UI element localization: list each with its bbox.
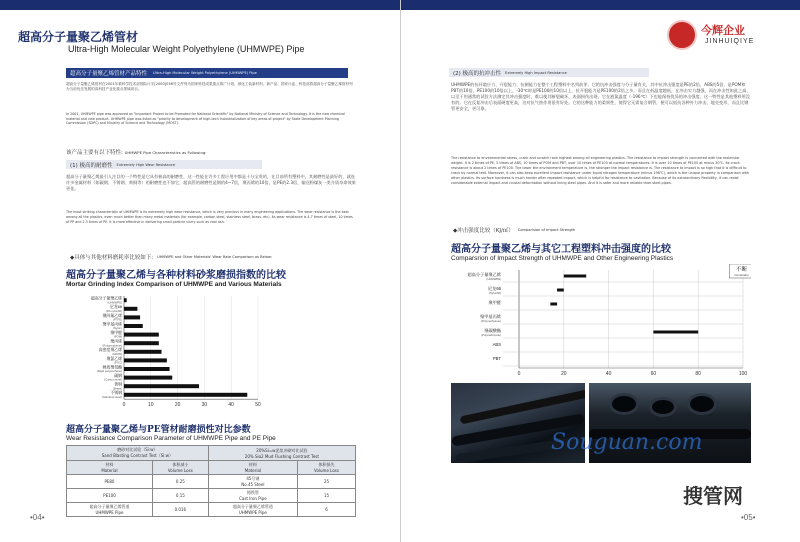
x-tick-label: 20 xyxy=(174,402,181,409)
annotation-label-en: Constrains xyxy=(734,273,749,277)
x-tick-label: 10 xyxy=(148,402,154,409)
table-row: PE80 0.25 45号钢 No.45 Steel 25 xyxy=(67,475,356,489)
category-label-en: (PTFE) xyxy=(112,317,122,322)
chart2-title-en: Wear Resistance Comparison Parameter of UHMWPE Pipe and PE Pipe xyxy=(66,435,276,442)
x-tick-label: 50 xyxy=(255,402,261,409)
x-tick-label: 20 xyxy=(561,371,567,376)
category-label-en: (POM) xyxy=(113,334,122,339)
company-logo-icon xyxy=(667,20,697,50)
chart1-title-cn: 超高分子量聚乙烯与各种材料砂浆磨损指数的比较 xyxy=(66,270,286,281)
bar xyxy=(124,324,143,328)
watermark-text: Souguan.com xyxy=(551,430,703,455)
impact-text-cn: UHMWPE的抗环境应力、开裂能力、抗制能力在整个工程塑料中名列前茅，它的抗冲击强度与分子量有关，其中抗冲击强度是PE的2倍，ABS的5倍，是POM和PBT的10倍，PE100的10倍以上，-30℃时是PE100的10倍以上，抗开裂能力是PE100的2倍之多。而且在低温度越低，在冲击实力越强，而在冲击性如此之高，以至于用通常的试验方法测定其冲击强度时，难以使其断裂破坏，表面损伤出现，它在液氮温度（-196℃）下也能保持优异的冲击强度，这一特性是其他塑料所没有的。它在反复冲击后表面硬度更高，这对抗气蚀作用很有好处。它的这种能力的柔韧性，使得它无需复合钢管，便可以抵抗各种外力冲击，地壳变形，而且比钢管更安全，更可靠。 xyxy=(451,82,751,111)
impact-chart-title-cn: 超高分子量聚乙烯与其它工程塑料冲击强度的比较 xyxy=(451,244,671,255)
impact-compare-heading: ◆冲击强度比较（KJ/㎡） Comparision of Impact Strength xyxy=(449,225,609,234)
bar xyxy=(124,350,162,354)
category-label-en: (PA-nylon66) xyxy=(105,308,122,313)
wear-text-cn: 超高分子量聚乙烯最引人注目的一个特性是它具有极高的耐磨性，这一性能在许多工程应用中都是十分宝贵的，在目前所有塑料中，其耐磨性是最好的，就连许多金属材料（如碳钢、不锈钢、黄铜等）的耐磨性也不如它，超高管的耐磨性是钢的4~7倍，聚丙烯的10倍，是PE的2.3倍，输送粉煤灰一类介质寿命效果更佳。 xyxy=(66,174,356,192)
x-tick-label: 40 xyxy=(228,402,234,409)
x-tick-label: 40 xyxy=(605,371,612,376)
chart2-title-cn: 超高分子量聚乙烯与PE管材耐磨损性对比参数 xyxy=(66,425,251,435)
page-number: •04• xyxy=(30,513,45,522)
section-title-cn: 超高分子量聚乙烯管材产品特性 xyxy=(70,71,148,77)
x-tick-label: 30 xyxy=(201,402,208,409)
range-bar xyxy=(550,303,557,306)
chart1-title-en: Mortar Grinding Index Comparison of UHMWPE and Various Materials xyxy=(66,281,282,288)
x-tick-label: 60 xyxy=(650,371,657,376)
category-label: 高密度聚乙烯 xyxy=(98,347,122,353)
range-bar xyxy=(564,275,586,278)
bar xyxy=(124,358,167,362)
wear-heading: (1) 极高的耐磨性 Extremely High Wear Resistance xyxy=(66,160,262,169)
category-label: 超高分子量聚乙烯 xyxy=(90,295,122,301)
category-label-en: (UHMWPE) xyxy=(107,300,122,305)
table-row: 超高分子量聚乙烯管道 UHMWPE Pipe 0.016 超高分子量聚乙烯管道 UHMWPE Pipe 6 xyxy=(67,503,356,517)
section-title-en: Ultra-High Molecular Weight Polyethylene (UHMWPE) Pipe xyxy=(153,71,257,75)
category-label: 超高分子量聚乙烯 xyxy=(467,272,501,277)
category-label: 聚氯乙烯 xyxy=(106,355,122,361)
category-label: 聚碳酸酯 xyxy=(484,328,501,333)
features-intro: 该产品主要有以下特性: UHMWPE Pipe Characteristics as Following: xyxy=(66,150,207,156)
range-bar xyxy=(653,331,698,334)
category-label: 聚甲醛 xyxy=(488,300,501,305)
category-label-en: (Nylon66) xyxy=(488,291,501,295)
section-product-features xyxy=(66,68,348,78)
category-label-en: (Nylon) xyxy=(112,326,122,331)
top-band xyxy=(401,0,800,10)
compare-heading: ◆具体与其他材料磨耗率比较如下: UHMWPE and Other Materials' Wear Rate Comparison as Below: xyxy=(66,252,354,261)
page-title-en: Ultra-High Molecular Weight Polyethylene (UHMWPE) Pipe xyxy=(68,44,305,54)
category-label-en: (Brass) xyxy=(112,386,122,391)
category-label-en: (HDPE) xyxy=(112,351,122,356)
impact-text-en: The resistance to environmental stress, crack and scratch rank highest among all engineering plastics. The resistance to impact strength is connected with the molecular weight. It is 2 times of PE, 5 times of ABS, 10 times of POM and PBT, over 10 times of PE100 at normal temperatures. It is over 10 times of PE100 at minus 30℃. Its crack resistance is about 2 times of PE100. The lower the environment temperature is, the stronger the impact resistance is. The resistance to impact is so high that it is difficult to crack by normal test. Moreover, it can also keep excellent impact resistance under liquid nitrogen temperature (minus 196℃), which is the unique property in comparison with other plastics. Its surface hardness is much harder after repeated impact, which is helpful for resistance to cavitation. Because of its extraordinary flexibility, it can resist considerable external impact and crustal deformation without lining steel pipes. And it is safer and more reliable than steel pipes. xyxy=(451,156,750,186)
wear-param-table xyxy=(66,445,356,517)
category-label: 聚丙烯 xyxy=(110,338,122,344)
category-label: 聚甲基丙烯 xyxy=(480,314,501,319)
category-label-en: (Carbon steel) xyxy=(104,377,122,382)
page-title-cn: 超高分子量聚乙烯管材 xyxy=(18,30,139,44)
bar xyxy=(124,333,159,337)
bar xyxy=(124,376,172,380)
intro-cn: 超高分子量聚乙烯管材在2001年被科学技术部国际计字[2000]056号文件列为国家科技成果重点推广计划，被化工装新材料、新产品、国家计委、科技部将超高分子量聚乙烯管材列为当前优先发展的高科技产业化重点领域项目。 xyxy=(66,82,353,92)
category-label: 聚甲基丙烯 xyxy=(102,321,122,327)
page-number: •05• xyxy=(741,513,756,522)
category-label-en: (UHMWPE) xyxy=(486,277,501,281)
bar xyxy=(124,384,199,388)
category-label: 聚四氟乙烯 xyxy=(102,312,122,318)
range-bar xyxy=(557,289,564,292)
category-label: 尼龙66 xyxy=(109,304,122,310)
right-page xyxy=(400,0,800,542)
bar xyxy=(124,307,137,311)
annotation-label: 不断 xyxy=(736,267,748,273)
x-tick-label: 0 xyxy=(517,371,521,376)
table-group-header: 磨砂对比试验（Si:w） Sand Blasting Contrast Test（Si:w） 20%Si=w泥浆冲刷对比试验 20% Sio2 Mud Flushing Contrast Test xyxy=(67,446,356,461)
category-label: 尼龙66 xyxy=(487,286,501,291)
category-label-en: (Polycarbonate) xyxy=(481,333,501,337)
top-band xyxy=(0,0,400,10)
impact-chart-title-en: Comparsrion of Impact Strength of UHMWPE and Other Engineering Plastics xyxy=(451,255,674,262)
category-label: 碳钢 xyxy=(114,373,122,378)
table-row: PE100 0.15 铸铁管 Cast Iron Pipe 15 xyxy=(67,489,356,503)
category-label: 不锈钢 xyxy=(110,390,122,396)
category-label: 聚甲醛 xyxy=(110,330,122,335)
category-label: 硬质聚氨酯 xyxy=(102,364,122,370)
watermark-cn: 搜管网 xyxy=(683,484,743,508)
bar xyxy=(124,298,127,302)
wear-index-chart xyxy=(66,292,266,418)
category-label-en: (Rigid polyurethane) xyxy=(96,369,122,374)
category-label-en: (Stainless steel) xyxy=(102,394,122,399)
category-label: ABS xyxy=(492,342,501,347)
category-label: PBT xyxy=(492,356,501,361)
category-label-en: (Polypropylene) xyxy=(102,343,122,348)
category-label-en: (Polymethylene) xyxy=(480,319,501,323)
table-column-header: 材料 Material 体积减小 Volume Loss 材料 Material 体积损失 Volume Loss xyxy=(67,461,356,475)
bar xyxy=(124,393,247,397)
x-tick-label: 80 xyxy=(695,371,701,376)
company-name-en: JINHUIQIYE xyxy=(705,38,755,45)
impact-strength-chart xyxy=(451,264,751,376)
impact-heading: (2) 极高的抗冲击性 Extremely High Impact Resistance xyxy=(449,68,649,77)
category-label-en: (PVC) xyxy=(114,360,122,365)
bar xyxy=(124,341,159,345)
x-tick-label: 100 xyxy=(738,371,748,376)
wear-text-en: The most striking characteristic of UHMWPE is its extremely high wear resistance, which is very precious in many engineering applications. The wear resistance is the best among all the plastics, even much better than many metal materials (for example, carbon steel, stainless steel, brass, etc). Its wear resistance is 4-7 times of steel, 10 times of PP and 2.3 times of PE. It is more effective in delivering small particle slurry such as coal ash. xyxy=(66,210,353,224)
category-label: 黄铜 xyxy=(114,381,122,387)
intro-en: In 2001, UHMWPE pipe was approved as "Important Project to be Promoted for National Scientific" by National Ministry of Science and Technology. It is the new chemical material and new product. UHMWPE pipe was listed as "priority to development of high-tech industrialization of key areas of project" by State Development Planning Commission (SDPC) and Ministry of Science and Technology (MOST). xyxy=(66,112,345,126)
bar xyxy=(124,315,140,319)
bar xyxy=(124,367,170,371)
company-name-cn: 今辉企业 xyxy=(701,24,745,37)
x-tick-label: 0 xyxy=(122,402,126,409)
